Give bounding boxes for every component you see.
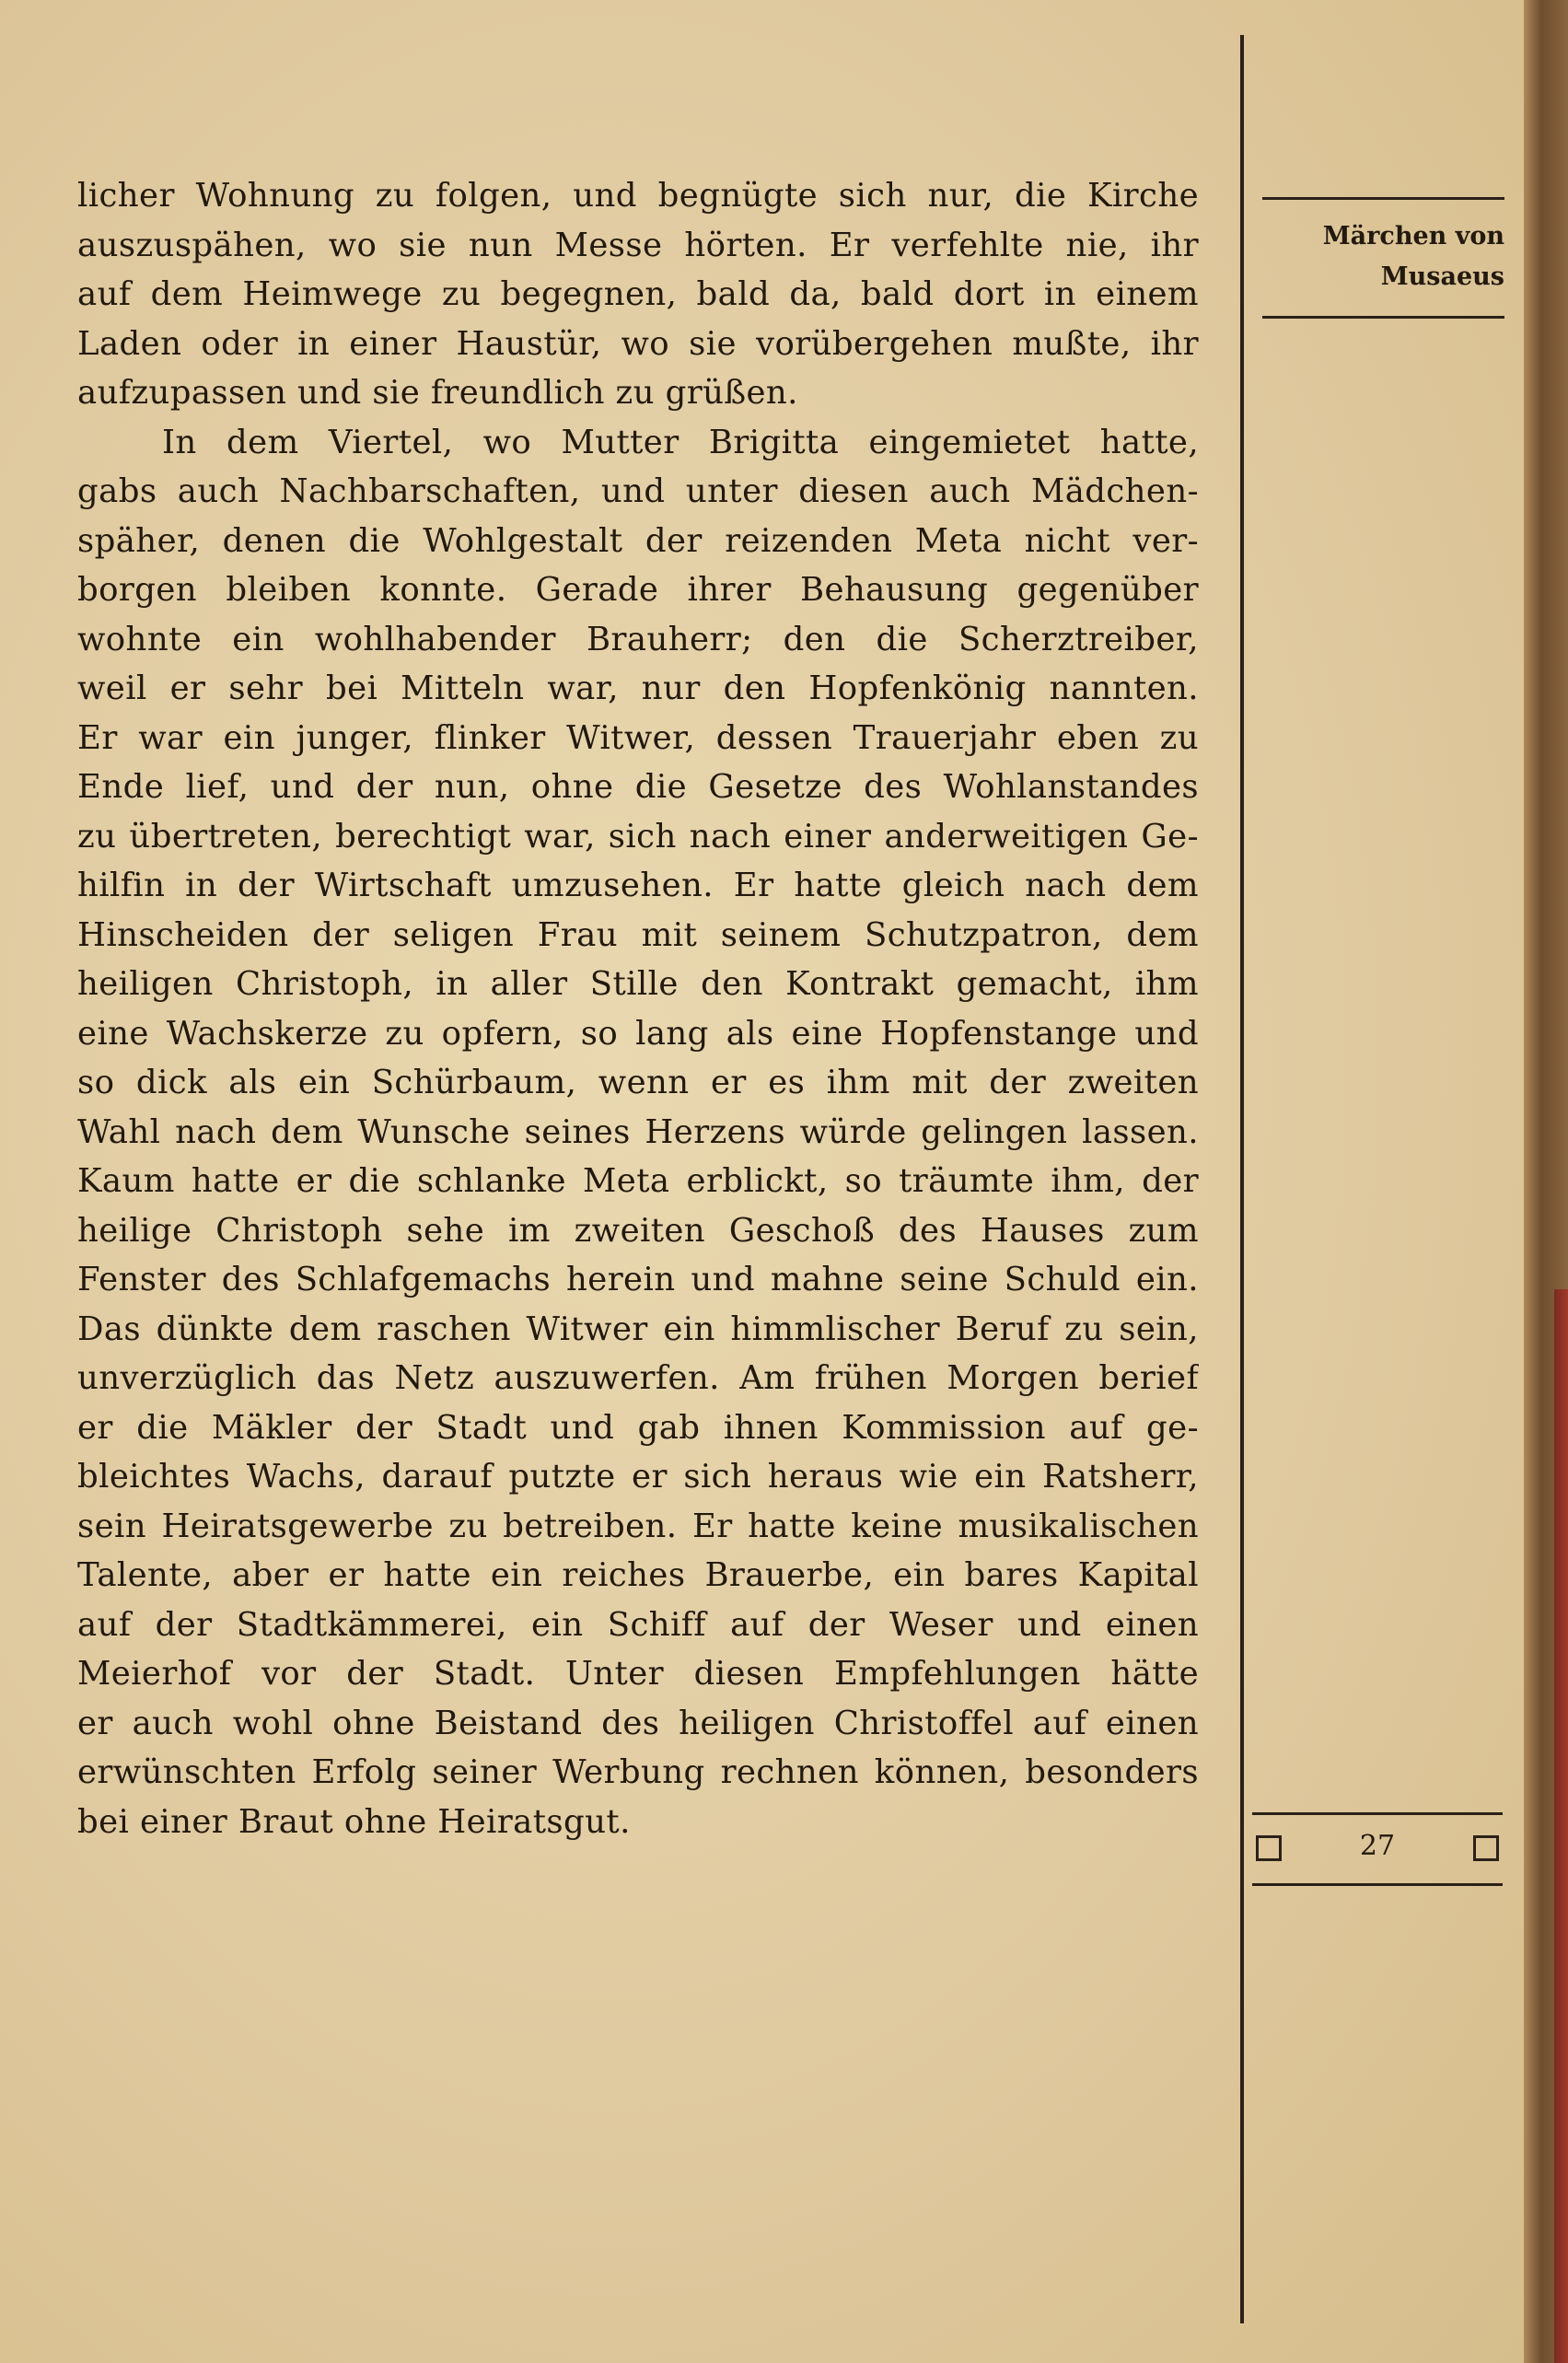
body-text	[77, 171, 1199, 1846]
text-line: Er war ein junger, flinker Witwer, dessen Trauerjahr eben zu	[77, 718, 1199, 757]
running-title-line2: Musaeus	[1380, 262, 1504, 291]
text-line: hilfin in der Wirtschaft umzusehen. Er hatte gleich nach dem	[77, 867, 1199, 904]
square-ornament-icon	[1473, 1835, 1499, 1861]
text-line: bei einer Braut ohne Heiratsgut.	[77, 1802, 631, 1841]
page-number-block	[1252, 1812, 1503, 1886]
running-title-line1: Märchen von	[1322, 222, 1504, 250]
text-line: In dem Viertel, wo Mutter Brigitta eingemietet hatte,	[162, 423, 1199, 461]
text-line: aufzupassen und sie freundlich zu grüßen.	[77, 374, 798, 412]
text-line: heilige Christoph sehe im zweiten Geschoß des Hauses zum	[77, 1211, 1199, 1250]
running-title	[1262, 197, 1504, 319]
text-line: Laden oder in einer Haustür, wo sie vorübergehen mußte, ihr	[77, 324, 1199, 363]
text-line: er auch wohl ohne Beistand des heiligen Christoffel auf einen	[77, 1704, 1199, 1742]
page-number: 27	[1359, 1830, 1396, 1862]
text-line: Wahl nach dem Wunsche seines Herzens würde gelingen lassen.	[77, 1112, 1199, 1151]
column-rule	[1240, 35, 1244, 2323]
text-line: Fenster des Schlafgemachs herein und mahne seine Schuld ein.	[77, 1261, 1199, 1298]
text-line: Hinscheiden der seligen Frau mit seinem Schutzpatron, dem	[77, 915, 1199, 954]
text-line: er die Mäkler der Stadt und gab ihnen Kommission auf ge-	[77, 1408, 1199, 1447]
text-line: eine Wachskerze zu opfern, so lang als eine Hopfenstange und	[77, 1014, 1199, 1053]
text-line: sein Heiratsgewerbe zu betreiben. Er hatte keine musikalischen	[77, 1507, 1199, 1545]
text-line: weil er sehr bei Mitteln war, nur den Hopfenkönig nannten.	[77, 669, 1199, 707]
text-line: zu übertreten, berechtigt war, sich nach einer anderweitigen Ge-	[77, 817, 1199, 856]
text-line: Talente, aber er hatte ein reiches Brauerbe, ein bares Kapital	[77, 1556, 1199, 1594]
text-line: Das dünkte dem raschen Witwer ein himmlischer Beruf zu sein,	[77, 1310, 1199, 1348]
text-line: gabs auch Nachbarschaften, und unter diesen auch Mädchen-	[77, 472, 1199, 510]
text-line: unverzüglich das Netz auszuwerfen. Am frühen Morgen berief	[77, 1359, 1199, 1397]
text-line: Ende lief, und der nun, ohne die Gesetze des Wohlanstandes	[77, 768, 1199, 806]
text-line: bleichtes Wachs, darauf putzte er sich heraus wie ein Ratsherr,	[77, 1458, 1199, 1496]
text-line: erwünschten Erfolg seiner Werbung rechnen können, besonders	[77, 1753, 1199, 1791]
text-line: Meierhof vor der Stadt. Unter diesen Empfehlungen hätte	[77, 1655, 1199, 1693]
binding-edge	[1554, 1289, 1568, 2363]
text-line: so dick als ein Schürbaum, wenn er es ihm mit der zweiten	[77, 1064, 1199, 1101]
text-line: borgen bleiben konnte. Gerade ihrer Behausung gegenüber	[77, 571, 1199, 609]
text-line: auszuspähen, wo sie nun Messe hörten. Er verfehlte nie, ihr	[77, 226, 1199, 264]
text-line: licher Wohnung zu folgen, und begnügte sich nur, die Kirche	[77, 177, 1199, 215]
text-line: späher, denen die Wohlgestalt der reizenden Meta nicht ver-	[77, 521, 1199, 560]
text-line: auf dem Heimwege zu begegnen, bald da, bald dort in einem	[77, 275, 1199, 313]
text-line: heiligen Christoph, in aller Stille den Kontrakt gemacht, ihm	[77, 965, 1199, 1003]
text-line: auf der Stadtkämmerei, ein Schiff auf der Weser und einen	[77, 1605, 1199, 1644]
text-line: wohnte ein wohlhabender Brauherr; den die Scherztreiber,	[77, 620, 1199, 658]
text-line: Kaum hatte er die schlanke Meta erblickt, so träumte ihm, der	[77, 1162, 1199, 1200]
